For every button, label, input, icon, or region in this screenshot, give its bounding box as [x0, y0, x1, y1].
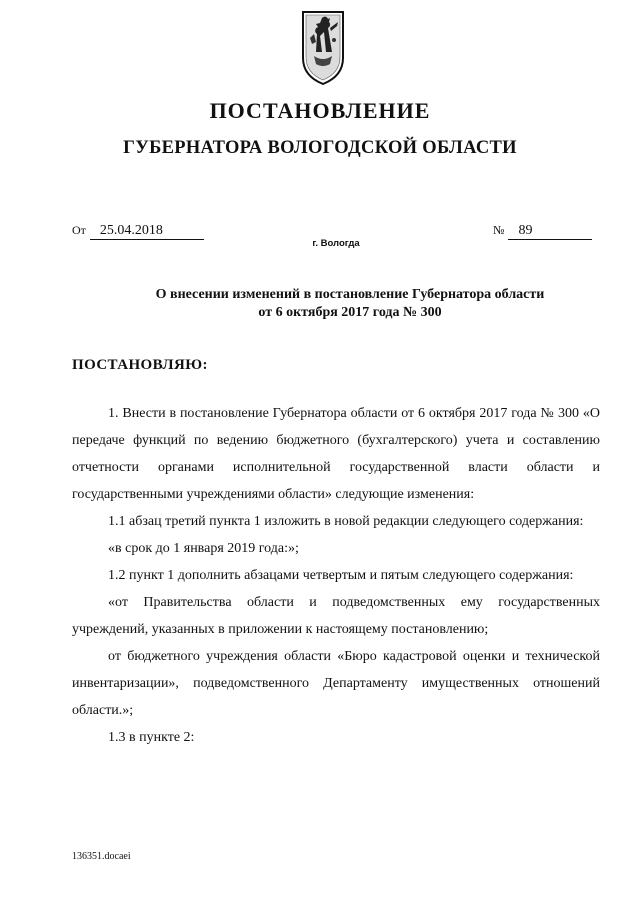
- coat-of-arms-emblem: [300, 8, 346, 86]
- number-prefix: №: [493, 223, 505, 237]
- paragraph-1-1: 1.1 абзац третий пункта 1 изложить в новой редакции следующего содержания:: [108, 514, 584, 529]
- city-label: г. Вологда: [312, 238, 360, 249]
- paragraph-quote-1: «в срок до 1 января 2019 года:»;: [108, 541, 299, 556]
- number-value: 89: [508, 223, 592, 240]
- document-title: ПОСТАНОВЛЕНИЕ: [209, 98, 431, 123]
- subject-heading: [0, 286, 640, 322]
- document-issuer: ГУБЕРНАТОРА ВОЛОГОДСКОЙ ОБЛАСТИ: [123, 138, 517, 158]
- subject-line-1: О внесении изменений в постановление Губернатора области: [155, 287, 545, 302]
- paragraph-1-3: 1.3 в пункте 2:: [108, 730, 195, 745]
- decree-word: ПОСТАНОВЛЯЮ:: [72, 357, 208, 373]
- subject-line-2: от 6 октября 2017 года № 300: [258, 305, 442, 320]
- file-code: 136351.docaei: [72, 851, 131, 862]
- paragraph-1-2: 1.2 пункт 1 дополнить абзацами четвертым и пятым следующего содержания:: [108, 568, 574, 583]
- paragraph-1: 1. Внести в постановление Губернатора области от 6 октября 2017 года № 300 «О передаче функций по ведению бюджетного (бухгалтерского) учета и составлению отчетности органами исполнительной государственной власти области и государственными учреждениями области» следующие изменения:: [72, 406, 600, 502]
- document-body: [72, 400, 600, 751]
- date-prefix: От: [72, 223, 86, 237]
- paragraph-quote-2: «от Правительства области и подведомственных ему государственных учреждений, указанных в приложении к настоящему постановлению;: [72, 595, 600, 637]
- paragraph-quote-3: от бюджетного учреждения области «Бюро кадастровой оценки и технической инвентаризации», подведомственного Департаменту имущественных отношений области.»;: [72, 649, 600, 718]
- date-value: 25.04.2018: [90, 223, 204, 240]
